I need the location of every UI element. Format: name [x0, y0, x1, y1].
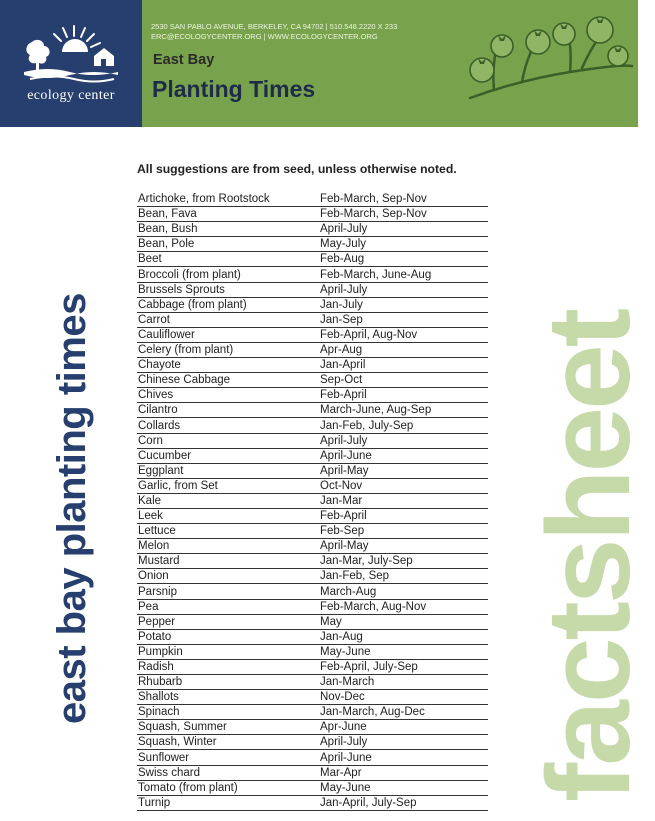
plant-name: Melon: [138, 540, 170, 553]
plant-name: Cabbage (from plant): [138, 298, 247, 311]
table-row: [137, 554, 488, 569]
table-row: [137, 735, 488, 750]
planting-time: Apr-June: [320, 721, 367, 734]
table-row: [137, 192, 488, 207]
planting-time: Jan-March: [320, 676, 375, 689]
table-row: [137, 584, 488, 599]
plant-name: Swiss chard: [138, 766, 200, 779]
plant-name: Sunflower: [138, 751, 190, 764]
plant-name: Bean, Bush: [138, 223, 198, 236]
planting-time: Apr-Aug: [320, 344, 363, 357]
planting-time: May-July: [320, 238, 367, 251]
plant-name: Squash, Summer: [138, 721, 227, 734]
planting-time: Jan-Sep: [320, 313, 363, 326]
address: [151, 22, 397, 42]
table-row: [137, 539, 488, 554]
table-row: [137, 524, 488, 539]
plant-name: Parsnip: [138, 585, 177, 598]
planting-time: Jan-April: [320, 359, 366, 372]
planting-table: [137, 192, 488, 811]
table-row: [137, 479, 488, 494]
planting-time: April-July: [320, 736, 368, 749]
planting-time: Feb-April, July-Sep: [320, 661, 418, 673]
planting-time: Feb-Aug: [320, 253, 365, 266]
table-row: [137, 358, 488, 373]
table-row: [137, 494, 488, 509]
table-row: [137, 509, 488, 524]
table-row: [137, 615, 488, 630]
table-row: [137, 298, 488, 313]
table-row: [137, 705, 488, 720]
planting-time: Feb-Sep: [320, 525, 365, 538]
planting-time: Jan-Mar, July-Sep: [320, 555, 413, 568]
planting-time: Jan-Feb, Sep: [320, 570, 390, 583]
planting-time: Feb-April, Aug-Nov: [320, 328, 418, 341]
plant-name: Pumpkin: [138, 645, 183, 658]
region-subtitle: East Bay: [153, 52, 215, 68]
table-row: [137, 237, 488, 252]
planting-time: March-June, Aug-Sep: [320, 404, 432, 417]
planting-time: April-May: [320, 464, 369, 477]
planting-time: Mar-Apr: [320, 766, 362, 779]
plant-name: Lettuce: [138, 525, 176, 538]
plant-name: Shallots: [138, 691, 179, 704]
plant-name: Radish: [138, 661, 174, 673]
table-row: [137, 434, 488, 449]
planting-time: Sep-Oct: [320, 374, 363, 387]
plant-name: Cilantro: [138, 404, 178, 417]
plant-name: Onion: [138, 570, 169, 583]
plant-name: Collards: [138, 419, 181, 432]
planting-time: Jan-July: [320, 298, 363, 311]
planting-time: Feb-March, Aug-Nov: [320, 600, 427, 613]
table-row: [137, 373, 488, 388]
table-row: [137, 464, 488, 479]
table-row: [137, 690, 488, 705]
plant-name: Corn: [138, 434, 163, 447]
table-row: [137, 630, 488, 645]
planting-time: Feb-March, Sep-Nov: [320, 193, 427, 206]
planting-time: May-June: [320, 781, 371, 794]
table-row: [137, 328, 488, 343]
planting-time: Feb-March, Sep-Nov: [320, 208, 427, 221]
factsheet-label: factsheet: [523, 310, 655, 802]
plant-name: Spinach: [138, 706, 180, 719]
plant-name: Rhubarb: [138, 676, 183, 689]
planting-time: Feb-April: [320, 510, 367, 523]
plant-name: Squash, Winter: [138, 736, 217, 749]
planting-time: April-July: [320, 283, 368, 296]
planting-time: Jan-Aug: [320, 630, 363, 643]
planting-time: April-July: [320, 434, 368, 447]
table-row: [137, 267, 488, 282]
table-row: [137, 283, 488, 298]
table-row: [137, 388, 488, 403]
planting-time: Feb-April: [320, 389, 367, 402]
planting-time: May: [320, 615, 342, 628]
table-row: [137, 645, 488, 660]
planting-time: April-May: [320, 540, 369, 553]
plant-name: Bean, Fava: [138, 208, 197, 221]
planting-time: Feb-March, June-Aug: [320, 268, 432, 281]
planting-time: Jan-March, Aug-Dec: [320, 706, 425, 719]
planting-time: Jan-Feb, July-Sep: [320, 419, 414, 432]
table-row: [137, 569, 488, 584]
plant-name: Cucumber: [138, 449, 192, 462]
table-row: [137, 781, 488, 796]
header-banner: [142, 0, 638, 127]
plant-name: Eggplant: [138, 464, 184, 477]
table-row: [137, 343, 488, 358]
plant-name: Artichoke, from Rootstock: [138, 193, 270, 206]
table-row: [137, 313, 488, 328]
logo-text: ecology center: [27, 88, 115, 103]
planting-time: Jan-April, July-Sep: [320, 796, 417, 809]
table-row: [137, 449, 488, 464]
plant-name: Chinese Cabbage: [138, 374, 231, 387]
page-title: Planting Times: [152, 76, 316, 102]
plant-name: Pea: [138, 600, 159, 613]
planting-time: March-Aug: [320, 585, 377, 598]
table-row: [137, 418, 488, 433]
table-row: [137, 403, 488, 418]
planting-time: Nov-Dec: [320, 691, 365, 704]
intro-note: All suggestions are from seed, unless otherwise noted.: [137, 162, 457, 176]
plant-name: Chives: [138, 389, 174, 402]
table-row: [137, 720, 488, 735]
table-row: [137, 222, 488, 237]
table-row: [137, 252, 488, 267]
plant-name: Bean, Pole: [138, 238, 195, 251]
tomato-vine-icon: [460, 10, 636, 105]
table-row: [137, 660, 488, 675]
planting-time: Oct-Nov: [320, 479, 363, 492]
table-row: [137, 750, 488, 765]
plant-name: Leek: [138, 510, 163, 523]
plant-name: Carrot: [138, 313, 170, 326]
table-row: [137, 207, 488, 222]
plant-name: Tomato (from plant): [138, 781, 238, 794]
plant-name: Broccoli (from plant): [138, 268, 241, 281]
plant-name: Turnip: [138, 796, 171, 809]
plant-name: Brussels Sprouts: [138, 283, 225, 296]
table-row: [137, 766, 488, 781]
side-heading: east bay planting times: [50, 293, 94, 724]
contact-line: ERC@ECOLOGYCENTER.ORG | WWW.ECOLOGYCENTER.ORG: [151, 32, 378, 41]
plant-name: Garlic, from Set: [138, 479, 218, 492]
planting-time: April-June: [320, 751, 372, 764]
plant-name: Beet: [138, 253, 162, 266]
ecology-center-logo-icon: [18, 22, 124, 84]
plant-name: Kale: [138, 494, 162, 507]
plant-name: Pepper: [138, 615, 176, 628]
address-line: 2530 SAN PABLO AVENUE, BERKELEY, CA 94702 | 510.548.2220 X 233: [151, 22, 398, 31]
planting-time: April-July: [320, 223, 368, 236]
plant-name: Chayote: [138, 359, 181, 372]
plant-name: Celery (from plant): [138, 344, 234, 357]
logo-block: [0, 0, 142, 127]
plant-name: Cauliflower: [138, 328, 195, 341]
table-row: [137, 675, 488, 690]
table-row: [137, 600, 488, 615]
planting-time: May-June: [320, 645, 371, 658]
planting-time: Jan-Mar: [320, 494, 363, 507]
planting-time: April-June: [320, 449, 372, 462]
table-row: [137, 796, 488, 811]
plant-name: Mustard: [138, 555, 180, 568]
plant-name: Potato: [138, 630, 172, 643]
